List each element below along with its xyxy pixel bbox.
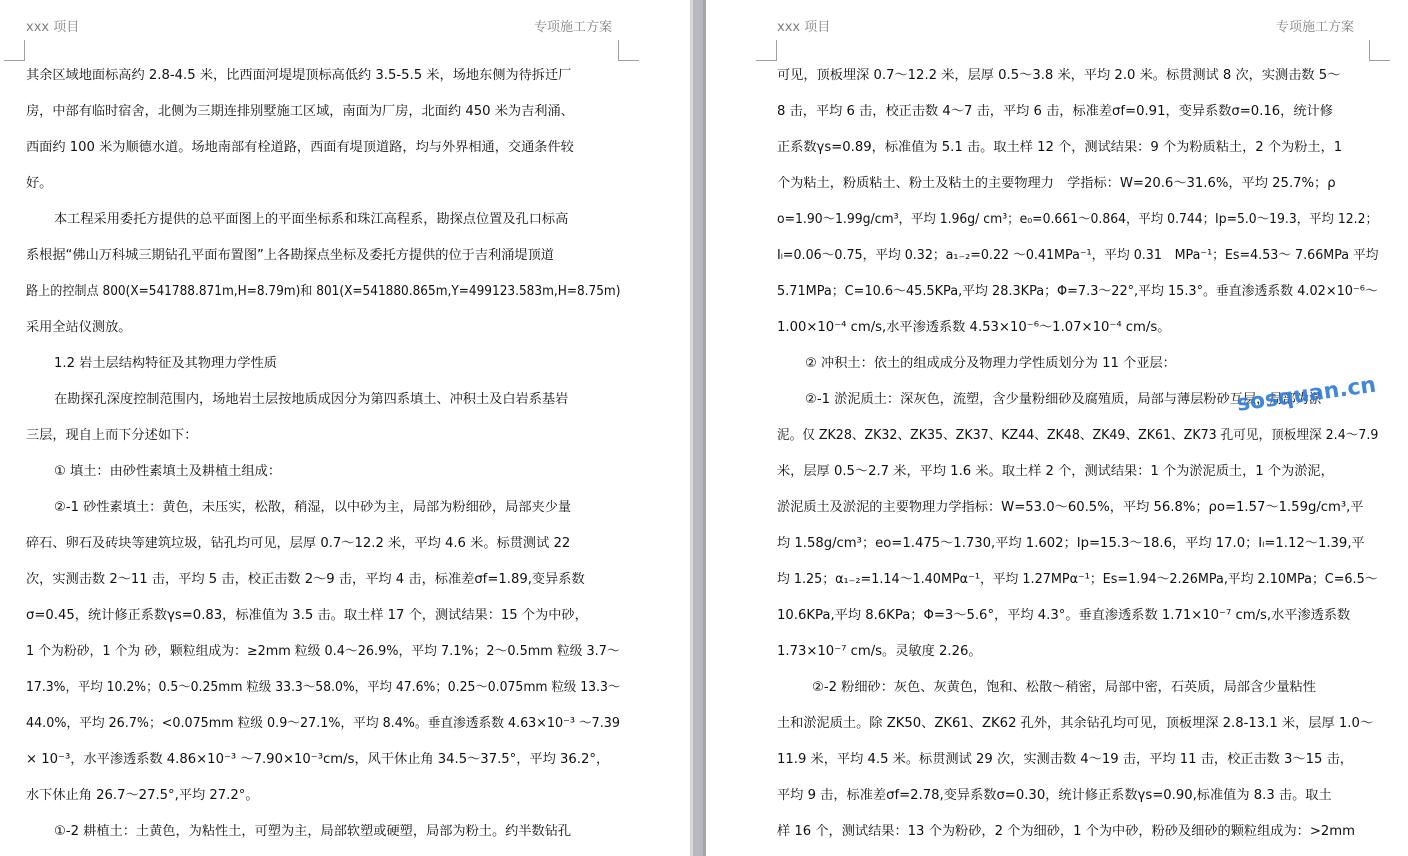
body-text-line: 平均 9 击，标准差σf=2.78,变异系数σ=0.30，统计修正系数γs=0.90,标准值为 8.3 击。取土 (777, 788, 1332, 803)
body-text-line: ②-1 淤泥质土：深灰色，流塑，含少量粉细砂及腐殖质，局部与薄层粉砂互层，局部为淤 (805, 392, 1323, 407)
body-text-line: 在勘探孔深度控制范围内，场地岩土层按地质成因分为第四系填土、冲积土及白岩系基岩 (54, 392, 569, 407)
body-text-line: 次，实测击数 2～11 击，平均 5 击，校正击数 2～9 击，平均 4 击，标准差σf=1.89,变异系数 (26, 572, 585, 587)
body-text-line: 碎石、卵石及砖块等建筑垃圾，钻孔均可见，层厚 0.7～12.2 米，平均 4.6 米。标贯测试 22 (26, 536, 571, 551)
body-text-line: 样 16 个，测试结果：13 个为粉砂，2 个为细砂，1 个为中砂，粉砂及细砂的颗粒组成为：>2mm (777, 824, 1355, 839)
watermark: sosquan.cn (1235, 372, 1378, 417)
body-text-line: 淤泥质土及淤泥的主要物理力学指标：W=53.0～60.5%，平均 56.8%；ρo=1.57～1.59g/cm³,平 (777, 500, 1364, 515)
document-page-left (0, 0, 690, 856)
body-text-line: 好。 (26, 176, 53, 191)
body-text-line: 三层，现自上而下分述如下： (26, 428, 198, 443)
body-text-line: 8 击，平均 6 击，校正击数 4～7 击，平均 6 击，标准差σf=0.91，变异系数σ=0.16，统计修 (777, 104, 1333, 119)
body-text-line: ② 冲积土：依土的组成成分及物理力学性质划分为 11 个亚层： (805, 356, 1176, 371)
body-text-line: 房，中部有临时宿舍，北侧为三期连排别墅施工区域，南面为厂房，北面约 450 米为吉利涌、 (26, 104, 574, 119)
page-header-right: 专项施工方案 (533, 20, 612, 35)
body-text-line: σ=0.45，统计修正系数γs=0.83，标准值为 3.5 击。取土样 17 个，测试结果：15 个为中砂， (26, 608, 588, 623)
body-text-line: ①-2 耕植土：土黄色，为粘性土，可塑为主，局部软塑或硬塑，局部为粉土。约半数钻孔 (54, 824, 572, 839)
body-text-line: 正系数γs=0.89，标准值为 5.1 击。取土样 12 个，测试结果：9 个为粉质粘土，2 个为粉土，1 (777, 140, 1343, 155)
body-text-line: × 10⁻³，水平渗透系数 4.86×10⁻³ ～7.90×10⁻³cm/s，风干休止角 34.5～37.5°，平均 36.2°， (26, 752, 610, 767)
body-text-line: ① 填土：由砂性素填土及耕植土组成： (54, 464, 282, 479)
page-header-left: xxx 项目 (777, 20, 831, 35)
body-text-line: 44.0%，平均 26.7%；<0.075mm 粒级 0.9～27.1%，平均 8.4%。垂直渗透系数 4.63×10⁻³ ～7.39 (26, 716, 620, 731)
body-text-line: 米，层厚 0.5～2.7 米，平均 1.6 米。取土样 2 个，测试结果：1 个为淤泥质土，1 个为淤泥， (777, 464, 1334, 479)
body-text-line: 西面约 100 米为顺德水道。场地南部有栓道路，西面有堤顶道路，均与外界相通，交通条件较 (26, 140, 574, 155)
body-text-line: 5.71MPa；C=10.6～45.5KPa,平均 28.3KPa；Φ=7.3～22°,平均 15.3°。垂直渗透系数 4.02×10⁻⁶～ (777, 284, 1378, 299)
body-text-line: 17.3%，平均 10.2%；0.5～0.25mm 粒级 33.3～58.0%，平均 47.6%；0.25～0.075mm 粒级 13.3～ (26, 680, 621, 695)
body-text-line: 1 个为粉砂，1 个为 砂，颗粒组成为：≥2mm 粒级 0.4～26.9%，平均 7.1%；2～0.5mm 粒级 3.7～ (26, 644, 620, 659)
body-text-line: 路上的控制点 800(X=541788.871m,H=8.79m)和 801(X=541880.865m,Y=499123.583m,H=8.75m) (26, 284, 621, 299)
body-text-line: 水下休止角 26.7～27.5°,平均 27.2°。 (26, 788, 259, 803)
body-text-line: Iₗ=0.06～0.75，平均 0.32；a₁₋₂=0.22 ～0.41MPa⁻¹，平均 0.31 MPa⁻¹；Es=4.53～ 7.66MPa 平均 (777, 248, 1379, 263)
page-header-left: xxx 项目 (26, 20, 80, 35)
margin-corner-mark (4, 40, 25, 61)
body-text-line: 其余区域地面标高约 2.8-4.5 米，比西面河堤堤顶标高低约 3.5-5.5 米，场地东侧为待拆迁厂 (26, 68, 572, 83)
body-text-line: 可见，顶板埋深 0.7～12.2 米，层厚 0.5～3.8 米，平均 2.0 米。标贯测试 8 次，实测击数 5～ (777, 68, 1341, 83)
body-text-line: 本工程采用委托方提供的总平面图上的平面坐标系和珠江高程系，勘探点位置及孔口标高 (54, 212, 569, 227)
document-page-right (706, 0, 1408, 856)
page-header-right: 专项施工方案 (1276, 20, 1355, 35)
margin-corner-mark (618, 40, 639, 61)
body-text-line: ②-1 砂性素填土：黄色，未压实，松散，稍湿，以中砂为主，局部为粉细砂，局部夹少量 (54, 500, 572, 515)
body-text-line: 泥。仅 ZK28、ZK32、ZK35、ZK37、KZ44、ZK48、ZK49、ZK61、ZK73 孔可见，顶板埋深 2.4～7.9 (777, 428, 1379, 443)
body-text-line: 采用全站仪测放。 (26, 320, 132, 335)
body-text-line: 均 1.58g/cm³；eo=1.475～1.730,平均 1.602；Ip=15.3～18.6，平均 17.0；Iₗ=1.12～1.39,平 (777, 536, 1365, 551)
section-heading: 1.2 岩土层结构特征及其物理力学性质 (54, 356, 277, 371)
body-text-line: 11.9 米，平均 4.5 米。标贯测试 29 次，实测击数 4～19 击，平均 11 击，校正击数 3～15 击， (777, 752, 1353, 767)
body-text-line: 1.73×10⁻⁷ cm/s。灵敏度 2.26。 (777, 644, 982, 659)
body-text-line: 土和淤泥质土。除 ZK50、ZK61、ZK62 孔外，其余钻孔均可见，顶板埋深 2.8-13.1 米，层厚 1.0～ (777, 716, 1374, 731)
body-text-line: 均 1.25；α₁₋₂=1.14～1.40MPα⁻¹，平均 1.27MPα⁻¹；Es=1.94～2.26MPa,平均 2.10MPa；C=6.5～ (777, 572, 1378, 587)
page-gutter (690, 0, 706, 856)
body-text-line: 个为粘土，粉质粘土、粉土及粘土的主要物理力 学指标：W=20.6～31.6%，平均 25.7%；ρ (777, 176, 1336, 191)
margin-corner-mark (1369, 40, 1390, 61)
body-text-line: 系根据“佛山万科城三期钻孔平面布置图”上各勘探点坐标及委托方提供的位于吉利涌堤顶道 (26, 248, 554, 263)
body-text-line: 1.00×10⁻⁴ cm/s,水平渗透系数 4.53×10⁻⁶～1.07×10⁻⁴ cm/s。 (777, 320, 1171, 335)
margin-corner-mark (756, 40, 777, 61)
body-text-line: 10.6KPa,平均 8.6KPa；Φ=3～5.6°，平均 4.3°。垂直渗透系数 1.71×10⁻⁷ cm/s,水平渗透系数 (777, 608, 1351, 623)
body-text-line: o=1.90～1.99g/cm³，平均 1.96g/ cm³；e₀=0.661～0.864，平均 0.744；Ip=5.0～19.3，平均 12.2； (777, 212, 1378, 227)
body-text-line: ②-2 粉细砂：灰色、灰黄色，饱和、松散～稍密，局部中密，石英质，局部含少量粘性 (812, 680, 1316, 695)
